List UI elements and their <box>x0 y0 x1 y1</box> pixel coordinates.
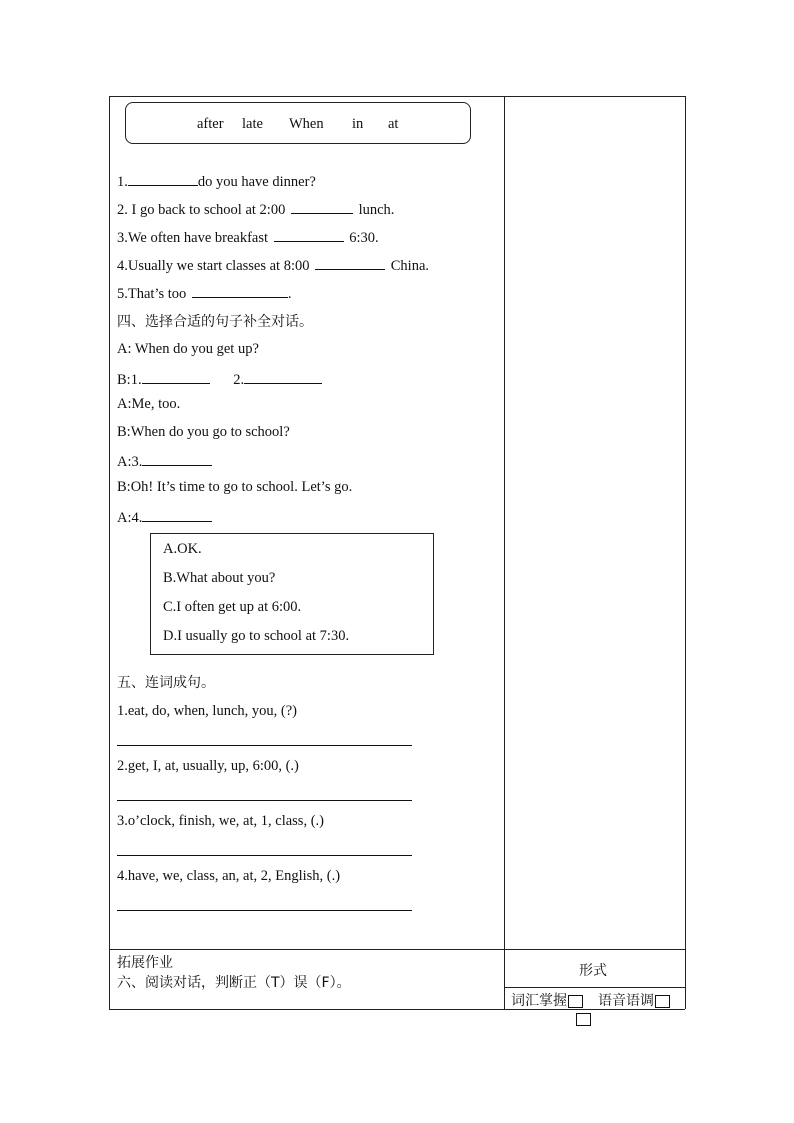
answer-blank[interactable] <box>244 369 322 384</box>
dialogue-text: B:1. <box>117 372 142 388</box>
dialogue-text: A:4. <box>117 510 143 526</box>
section5-title: 五、连词成句。 <box>117 675 215 691</box>
word-order-item-1: 1.eat, do, when, lunch, you, (?) <box>117 703 297 719</box>
answer-blank[interactable] <box>192 283 288 298</box>
word-bank-word: at <box>388 116 399 132</box>
answer-blank[interactable] <box>142 507 212 522</box>
table-left-border <box>109 96 110 1009</box>
fill-item-text: 4.Usually we start classes at 8:00 <box>117 258 310 274</box>
table-top-border <box>109 96 685 97</box>
fill-item-text: 2. I go back to school at 2:00 <box>117 202 286 218</box>
word-bank-word: late <box>242 116 263 132</box>
answer-blank[interactable] <box>291 199 353 214</box>
options-box <box>150 533 434 655</box>
dialogue-text: A:3. <box>117 454 143 470</box>
word-order-item-2: 2.get, I, at, usually, up, 6:00, (.) <box>117 758 299 774</box>
table-right-border <box>685 96 686 1009</box>
fill-item-text: lunch. <box>358 202 395 218</box>
form-header-divider <box>504 987 685 988</box>
table-column-divider <box>504 96 505 1009</box>
word-order-item-3: 3.o’clock, finish, we, at, 1, class, (.) <box>117 813 324 829</box>
dialogue-line <box>117 479 352 496</box>
fill-item-text: . <box>287 286 292 302</box>
option-d: D.I usually go to school at 7:30. <box>163 628 350 644</box>
option-a: A.OK. <box>163 541 202 557</box>
form-option-vocabulary <box>511 990 583 1010</box>
section6-title: 六、阅读对话，判断正（T）误（F）。 <box>117 975 351 991</box>
option-b: B.What about you? <box>163 570 276 586</box>
dialogue-line <box>117 396 180 413</box>
form-option-label: 词汇掌握 <box>511 993 567 1009</box>
fill-item-4 <box>117 255 429 275</box>
answer-blank[interactable] <box>315 255 385 270</box>
word-bank-word: after <box>197 116 224 132</box>
dialogue-text: B:When do you go to school? <box>117 424 290 440</box>
section4-title: 四、选择合适的句子补全对话。 <box>117 314 313 330</box>
fill-item-text: do you have dinner? <box>197 174 316 190</box>
table-row-divider <box>109 949 685 950</box>
fill-item-text: China. <box>390 258 430 274</box>
word-bank-box <box>125 102 471 144</box>
dialogue-line <box>117 424 290 441</box>
option-c: C.I often get up at 6:00. <box>163 599 302 615</box>
dialogue-line <box>117 451 212 471</box>
dialogue-text: 2. <box>233 372 245 388</box>
answer-line[interactable] <box>117 800 412 801</box>
pronunciation-checkbox[interactable] <box>655 995 670 1008</box>
word-order-item-4: 4.have, we, class, an, at, 2, English, (.) <box>117 868 341 884</box>
answer-blank[interactable] <box>128 171 198 186</box>
fill-item-text: 5.That’s too <box>117 286 187 302</box>
answer-blank[interactable] <box>142 369 210 384</box>
fill-item-1 <box>117 171 316 191</box>
extra-checkbox[interactable] <box>576 1013 591 1026</box>
fill-item-text: 6:30. <box>349 230 379 246</box>
answer-blank[interactable] <box>142 451 212 466</box>
word-bank-word: in <box>352 116 364 132</box>
dialogue-line <box>117 369 322 389</box>
dialogue-text: A:Me, too. <box>117 396 181 412</box>
answer-blank[interactable] <box>274 227 344 242</box>
dialogue-text: A: When do you get up? <box>117 341 259 357</box>
fill-item-2 <box>117 199 394 219</box>
dialogue-line <box>117 507 212 527</box>
fill-item-5 <box>117 283 292 303</box>
form-header: 形式 <box>579 963 607 979</box>
fill-item-text: 3.We often have breakfast <box>117 230 269 246</box>
extension-homework-label: 拓展作业 <box>117 955 173 971</box>
vocabulary-checkbox[interactable] <box>568 995 583 1008</box>
dialogue-line <box>117 341 259 358</box>
answer-line[interactable] <box>117 910 412 911</box>
form-option-pronunciation <box>598 990 670 1010</box>
fill-item-text: 1. <box>117 174 128 190</box>
word-bank-word: When <box>289 116 324 132</box>
form-option-label: 语音语调 <box>598 993 654 1009</box>
dialogue-text: B:Oh! It’s time to go to school. Let’s go. <box>117 479 353 495</box>
answer-line[interactable] <box>117 745 412 746</box>
answer-line[interactable] <box>117 855 412 856</box>
fill-item-3 <box>117 227 379 247</box>
